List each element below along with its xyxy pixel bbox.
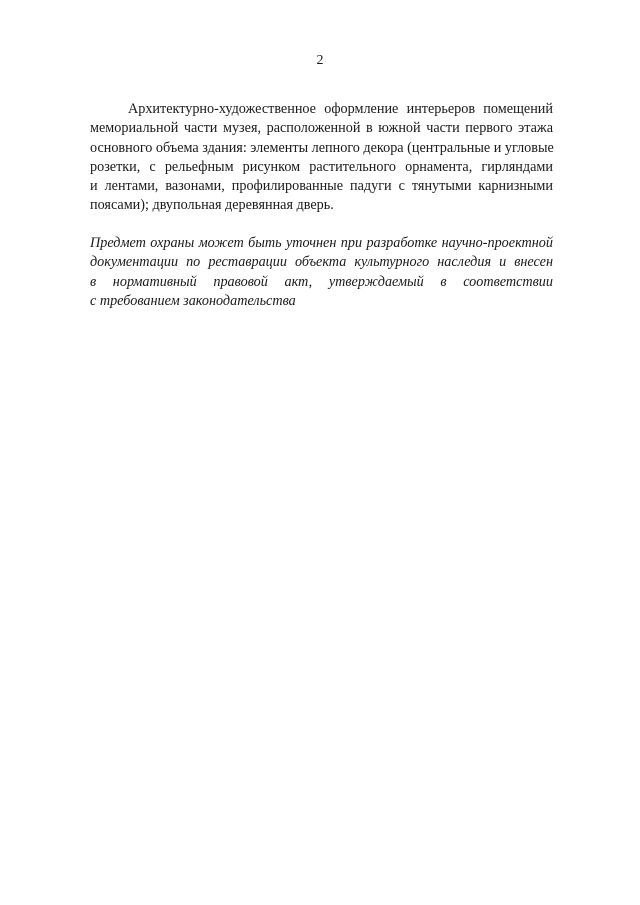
text-line: поясами); двупольная деревянная дверь. bbox=[90, 197, 334, 214]
text-line: розетки, с рельефным рисунком растительного орнамента, гирляндами bbox=[90, 158, 553, 175]
text-line: Архитектурно-художественное оформление интерьеров помещений bbox=[128, 101, 553, 117]
paragraph-protected-interiors bbox=[90, 100, 553, 216]
page-number: 2 bbox=[316, 53, 324, 68]
text-line: документации по реставрации объекта культурного наследия и внесен bbox=[90, 254, 553, 271]
text-line: основного объема здания: элементы лепного декора (центральные и угловые bbox=[90, 139, 554, 156]
paragraph-note-italic bbox=[90, 234, 553, 311]
text-line: с требованием законодательства bbox=[90, 292, 296, 309]
text-line: Предмет охраны может быть уточнен при разработке научно-проектной bbox=[90, 235, 553, 251]
text-line: мемориальной части музея, расположенной в южной части первого этажа bbox=[90, 120, 553, 137]
text-line: и лентами, вазонами, профилированные падуги с тянутыми карнизными bbox=[90, 178, 553, 195]
text-line: в нормативный правовой акт, утверждаемый в соответствии bbox=[90, 273, 553, 290]
